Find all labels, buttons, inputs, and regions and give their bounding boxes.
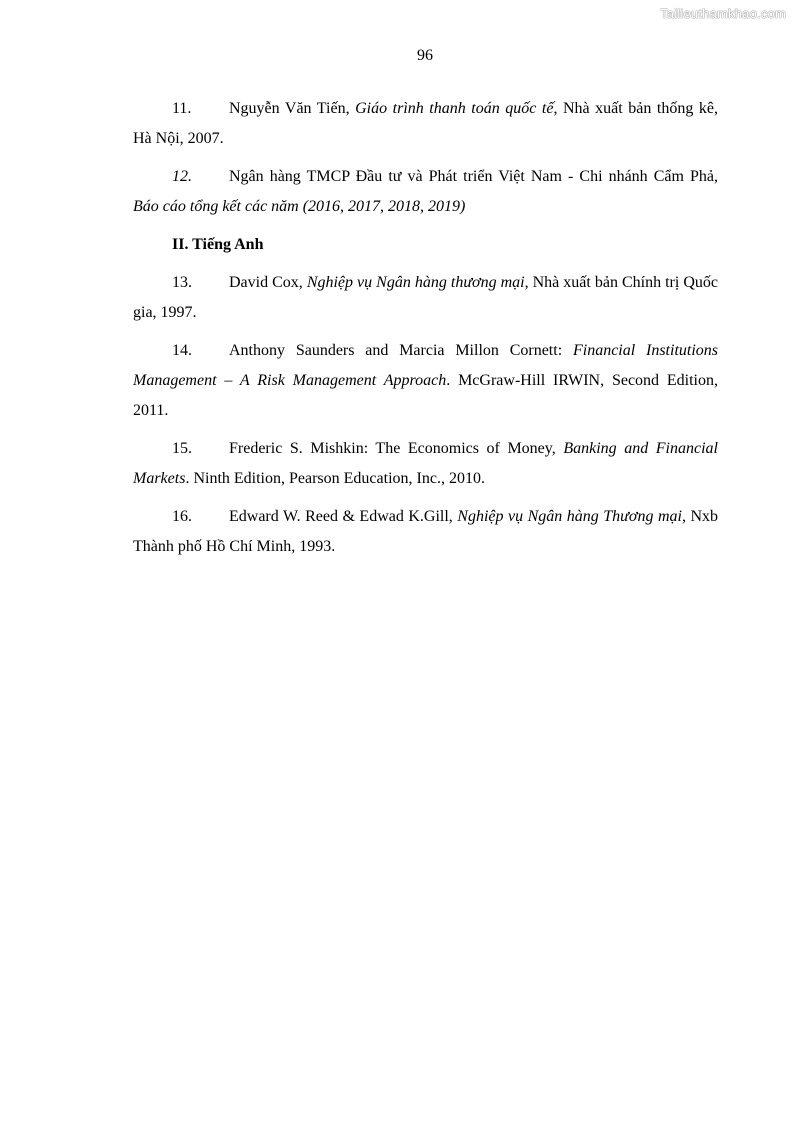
reference-title: Nghiệp vụ Ngân hàng thương mại — [306, 274, 525, 291]
reference-details: , Nxb Thành phố Hồ Chí Minh, 1993. — [133, 508, 719, 555]
reference-author: David Cox, — [229, 274, 307, 291]
page-number: 96 — [417, 47, 433, 64]
reference-author: Edward W. Reed & Edwad K.Gill, — [229, 508, 458, 525]
reference-number: 16. — [172, 508, 192, 525]
reference-author: Nguyễn Văn Tiến, — [229, 100, 356, 117]
reference-item-14 — [133, 336, 718, 426]
reference-item-15 — [133, 434, 718, 494]
watermark: Tailieuthamkhao.com — [660, 6, 786, 21]
reference-title: Báo cáo tổng kết các năm (2016, 2017, 2018, 2019) — [133, 198, 466, 215]
reference-details: . McGraw-Hill IRWIN, Second Edition, 2011. — [133, 372, 718, 419]
reference-details: , Nhà xuất bản Chính trị Quốc gia, 1997. — [133, 274, 719, 321]
reference-title: Giáo trình thanh toán quốc tế — [355, 100, 554, 117]
reference-item-16 — [133, 502, 718, 562]
reference-author: Frederic S. Mishkin: The Economics of Money, — [229, 440, 564, 457]
reference-title: Banking and Financial Markets — [133, 440, 718, 487]
reference-author: Anthony Saunders and Marcia Millon Cornett: — [229, 342, 573, 359]
reference-number: 15. — [172, 440, 192, 457]
reference-title: Nghiệp vụ Ngân hàng Thương mại — [457, 508, 682, 525]
reference-details: , Nhà xuất bản thống kê, Hà Nội, 2007. — [133, 100, 718, 147]
reference-list — [133, 94, 718, 570]
reference-number: 13. — [172, 274, 192, 291]
reference-number: 11. — [172, 100, 192, 117]
reference-author: Ngân hàng TMCP Đầu tư và Phát triển Việt Nam - Chi nhánh Cẩm Phả, — [229, 168, 718, 185]
reference-item-13 — [133, 268, 718, 328]
reference-details: . Ninth Edition, Pearson Education, Inc., 2010. — [185, 470, 485, 487]
reference-title: Financial Institutions Management – A Risk Management Approach — [133, 342, 719, 389]
section-heading: II. Tiếng Anh — [172, 236, 264, 253]
reference-number: 14. — [172, 342, 192, 359]
reference-item-11 — [133, 94, 718, 154]
reference-number: 12. — [172, 168, 192, 185]
reference-item-12 — [133, 162, 718, 222]
